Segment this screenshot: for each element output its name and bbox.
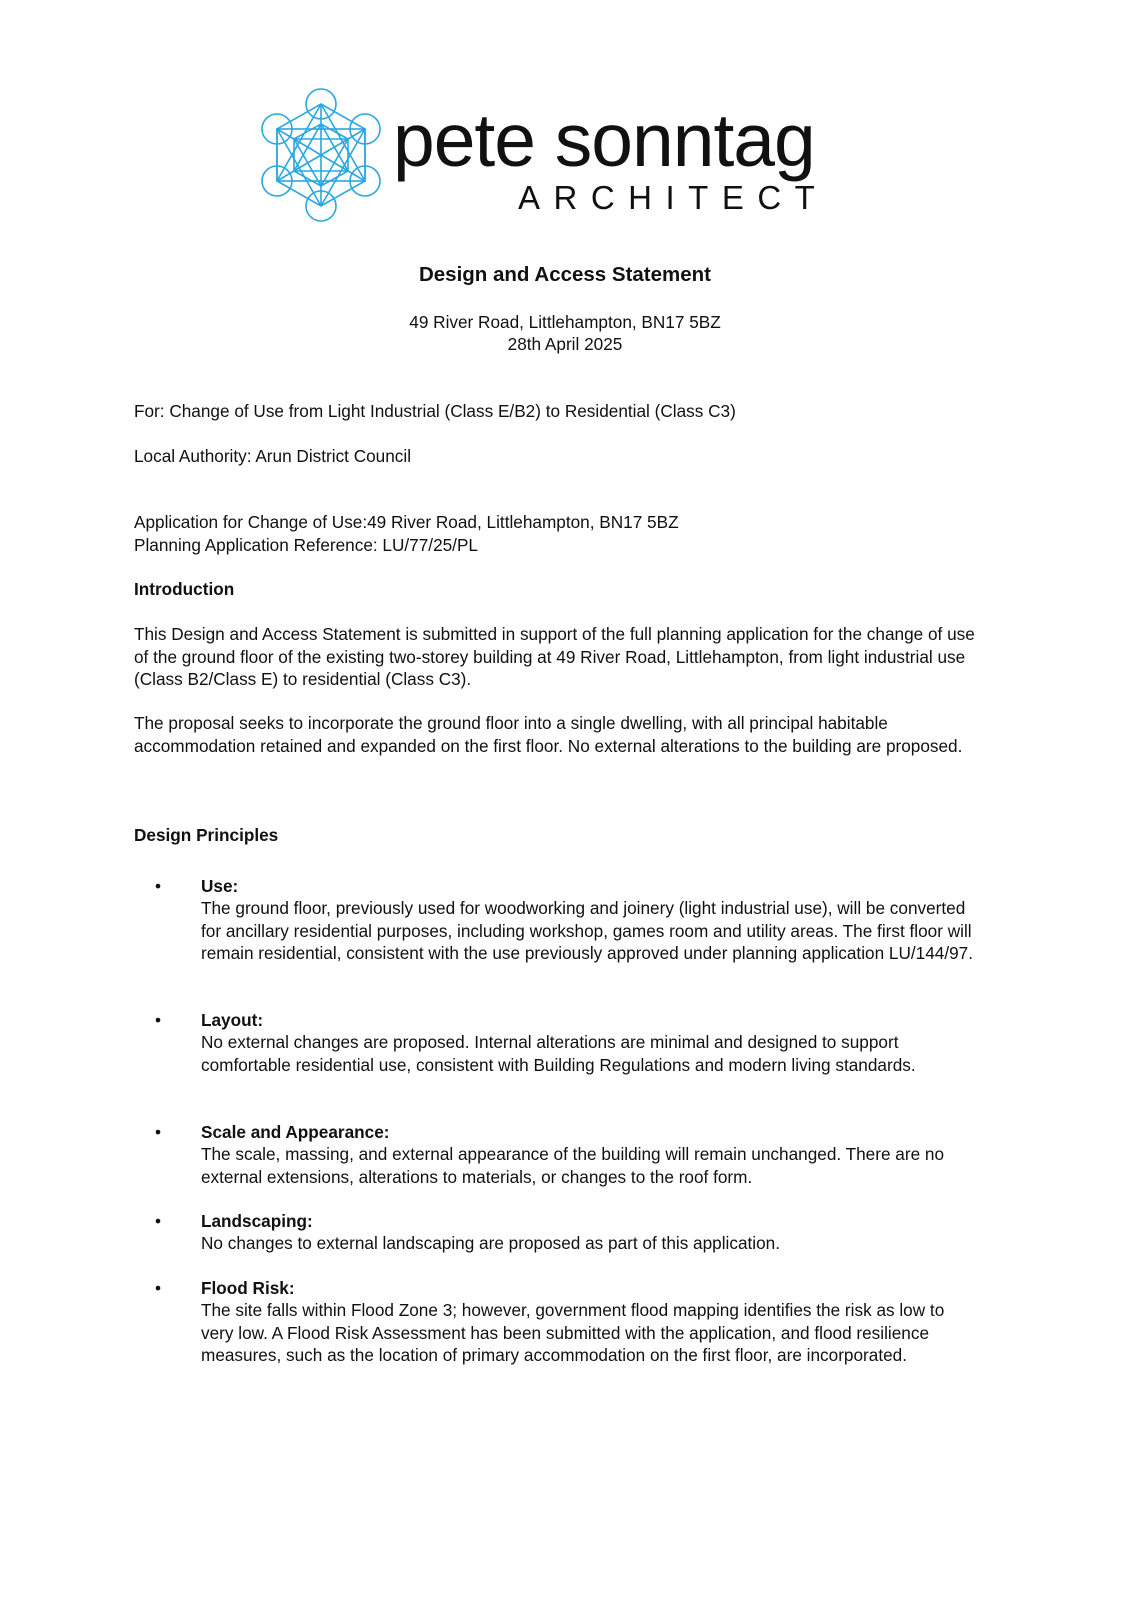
introduction-paragraph: The proposal seeks to incorporate the ground floor into a single dwelling, with all principal habitable accommodation retained and expanded on the first floor. No external alterations to the building are proposed. (134, 713, 963, 756)
bullet: • (155, 1211, 162, 1231)
metatron-cube-icon (258, 86, 384, 224)
principle-title: Landscaping: (201, 1211, 313, 1231)
principle-title: Use: (201, 876, 239, 896)
design-principles-heading: Design Principles (134, 825, 279, 845)
principle-text: No changes to external landscaping are proposed as part of this application. (201, 1233, 781, 1253)
principle-text: The scale, massing, and external appearance of the building will remain unchanged. There are no external extensions, alterations to materials, or changes to the roof form. (201, 1144, 945, 1187)
planning-reference: Planning Application Reference: LU/77/25/PL (134, 535, 478, 555)
logo-name: pete sonntag (393, 98, 815, 182)
bullet: • (155, 1278, 162, 1298)
principle-text: The ground floor, previously used for woodworking and joinery (light industrial use), will be converted for ancillary residential purposes, including workshop, games room and utility areas. The first floor will remain residential, consistent with the use previously approved under planning application LU/144/97. (201, 898, 974, 963)
document-date: 28th April 2025 (507, 334, 623, 354)
document-title: Design and Access Statement (418, 263, 712, 286)
introduction-heading: Introduction (134, 579, 235, 599)
bullet: • (155, 1010, 162, 1030)
principle-title: Flood Risk: (201, 1278, 295, 1298)
introduction-paragraph: This Design and Access Statement is submitted in support of the full planning application for the change of use of the ground floor of the existing two-storey building at 49 River Road, Littlehampton, from light industrial use (Class B2/Class E) to residential (Class C3). (134, 624, 975, 689)
logo-subtitle: ARCHITECT (518, 179, 829, 216)
local-authority: Local Authority: Arun District Council (134, 446, 412, 466)
bullet: • (155, 876, 162, 896)
principle-text: The site falls within Flood Zone 3; however, government flood mapping identifies the risk as low to very low. A Flood Risk Assessment has been submitted with the application, and flood resilience measures, such as the location of primary accommodation on the first floor, are incorporated. (201, 1300, 945, 1365)
principle-title: Scale and Appearance: (201, 1122, 390, 1142)
site-address: 49 River Road, Littlehampton, BN17 5BZ (409, 312, 721, 332)
bullet: • (155, 1122, 162, 1142)
application-line: Application for Change of Use:49 River Road, Littlehampton, BN17 5BZ (134, 512, 679, 532)
for-line: For: Change of Use from Light Industrial (Class E/B2) to Residential (Class C3) (134, 401, 736, 421)
principle-text: No external changes are proposed. Internal alterations are minimal and designed to support comfortable residential use, consistent with Building Regulations and modern living standards. (201, 1032, 916, 1075)
principle-title: Layout: (201, 1010, 264, 1030)
